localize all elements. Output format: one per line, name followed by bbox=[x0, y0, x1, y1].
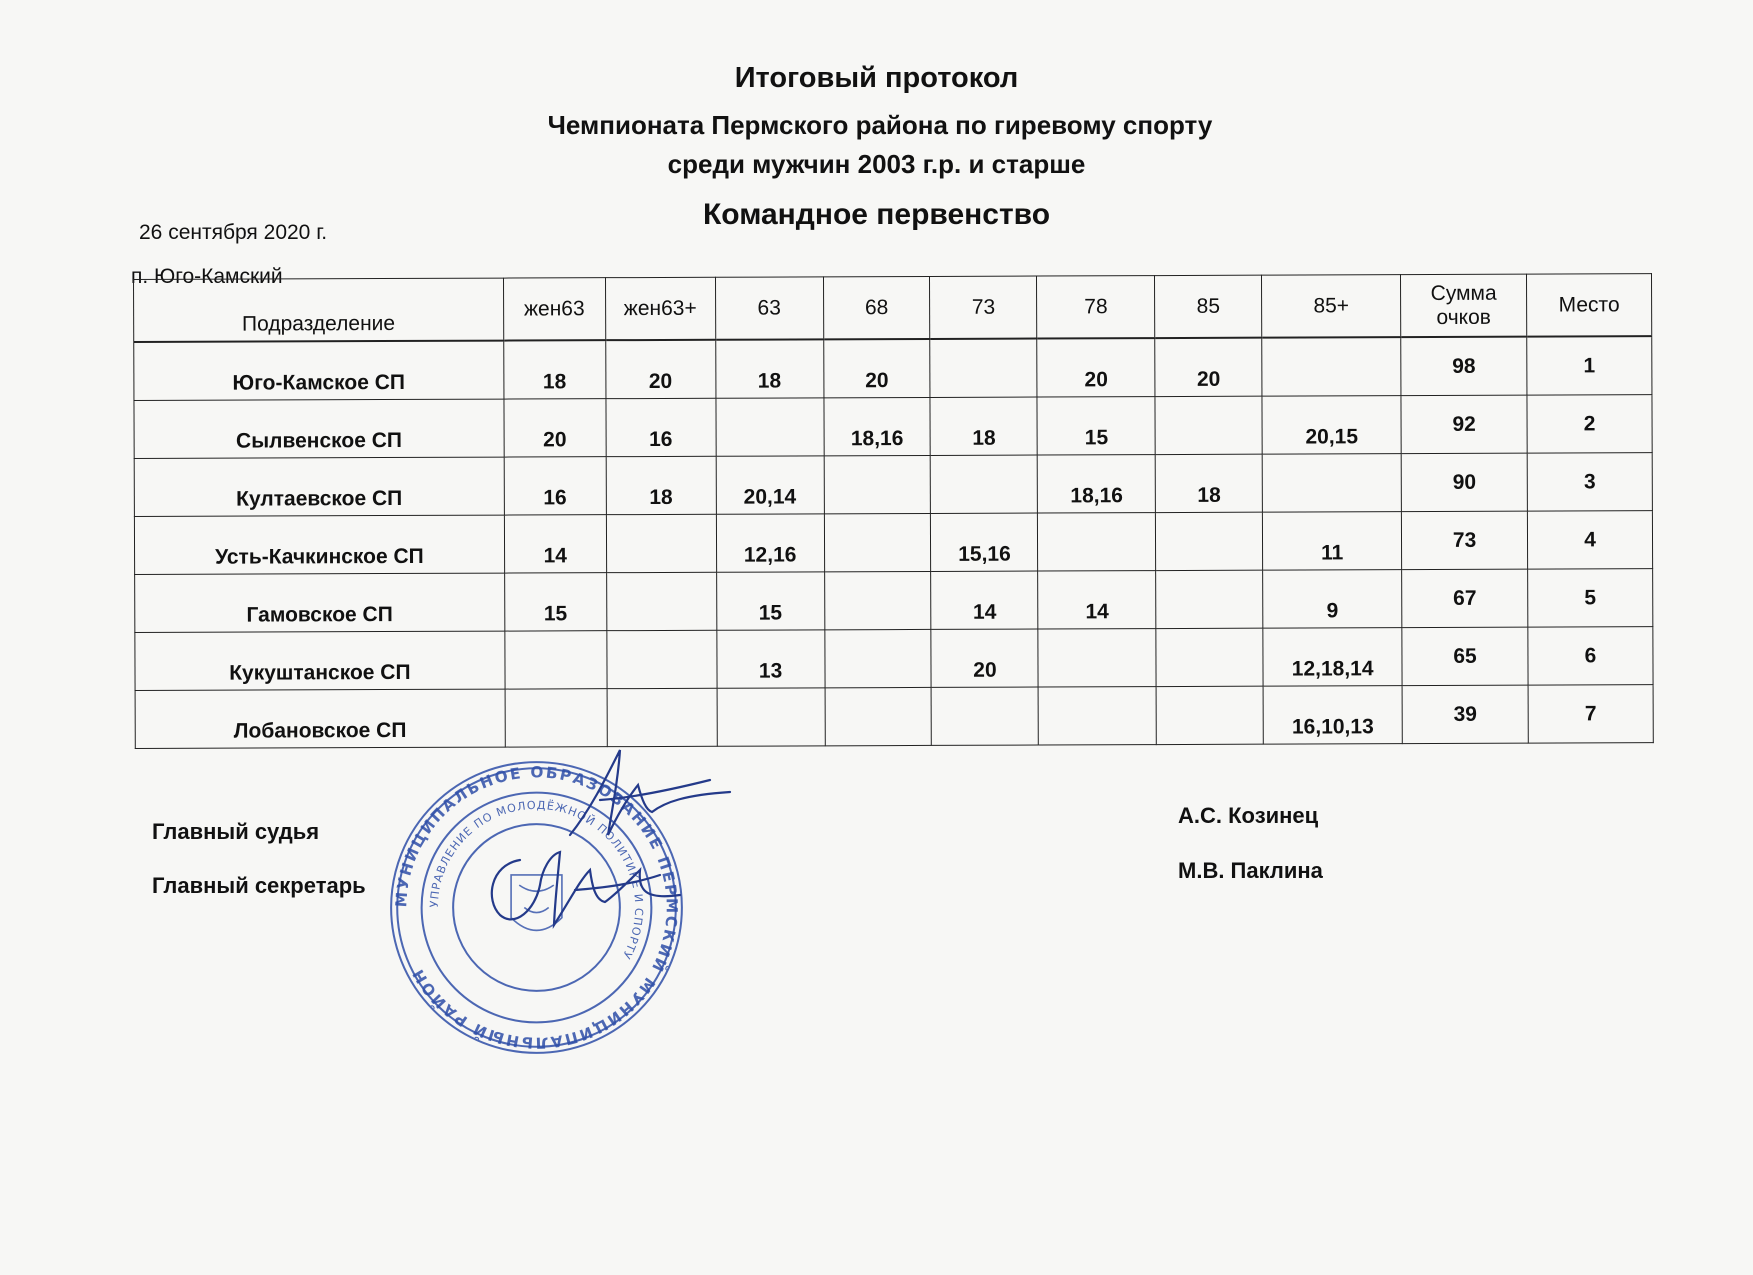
cell-68 bbox=[824, 629, 931, 687]
cell-63 bbox=[717, 688, 825, 746]
cell-sum: 39 bbox=[1402, 685, 1528, 743]
cell-unit: Сылвенское СП bbox=[134, 399, 504, 458]
header-73: 73 bbox=[930, 276, 1037, 339]
cell-63: 13 bbox=[716, 630, 824, 688]
table-row bbox=[134, 453, 1652, 517]
chief-secretary-signature bbox=[480, 840, 700, 950]
cell-78: 18,16 bbox=[1038, 455, 1156, 513]
cell-78 bbox=[1038, 687, 1156, 745]
cell-women63: 20 bbox=[504, 399, 606, 457]
header-place: Место bbox=[1527, 274, 1652, 337]
event-date: 26 сентября 2020 г. bbox=[139, 221, 328, 244]
cell-73: 20 bbox=[931, 629, 1038, 687]
cell-women63: 18 bbox=[503, 340, 605, 399]
cell-85 bbox=[1156, 512, 1263, 570]
table-row bbox=[135, 685, 1653, 749]
cell-85: 18 bbox=[1155, 454, 1262, 512]
stamp-inner-text: УПРАВЛЕНИЕ ПО МОЛОДЁЖНОЙ ПОЛИТИКЕ И СПОРТУ bbox=[427, 798, 646, 962]
cell-73 bbox=[932, 687, 1039, 745]
document-subtitle-category: среди мужчин 2003 г.р. и старше bbox=[667, 149, 1086, 179]
cell-73: 18 bbox=[930, 397, 1037, 455]
chief-secretary-label: Главный секретарь bbox=[152, 873, 366, 898]
cell-women63: 16 bbox=[504, 457, 606, 515]
cell-sum: 73 bbox=[1401, 511, 1527, 569]
cell-78: 20 bbox=[1037, 338, 1155, 397]
cell-85 bbox=[1156, 686, 1263, 744]
cell-85plus: 11 bbox=[1263, 512, 1402, 571]
cell-63: 20,14 bbox=[716, 456, 824, 514]
cell-85plus: 20,15 bbox=[1262, 396, 1401, 455]
cell-women63plus: 18 bbox=[606, 456, 716, 514]
cell-85plus: 16,10,13 bbox=[1263, 686, 1402, 745]
cell-85plus: 9 bbox=[1263, 570, 1402, 629]
table-row bbox=[134, 395, 1652, 459]
cell-unit: Лобановское СП bbox=[135, 689, 505, 748]
header-85plus: 85+ bbox=[1262, 275, 1401, 338]
section-title: Командное первенство bbox=[702, 198, 1051, 231]
header-sum-line1: Сумма bbox=[1430, 281, 1497, 305]
cell-women63plus bbox=[606, 572, 716, 630]
cell-68: 18,16 bbox=[823, 397, 930, 455]
table-row bbox=[134, 336, 1652, 400]
cell-73 bbox=[931, 455, 1038, 513]
cell-sum: 90 bbox=[1401, 453, 1527, 511]
cell-68 bbox=[824, 513, 931, 571]
header-sum-line2: очков bbox=[1436, 305, 1491, 329]
stamp-outer-text: МУНИЦИПАЛЬНОЕ ОБРАЗОВАНИЕ ПЕРМСКИЙ МУНИЦИПАЛЬНЫЙ РАЙОН bbox=[392, 763, 681, 1052]
cell-women63: 15 bbox=[504, 573, 606, 631]
cell-85plus: 12,18,14 bbox=[1263, 628, 1402, 687]
header-sum bbox=[1401, 274, 1527, 337]
cell-place: 2 bbox=[1527, 395, 1652, 453]
cell-63: 18 bbox=[715, 339, 823, 398]
cell-78 bbox=[1038, 629, 1156, 687]
cell-place: 4 bbox=[1527, 511, 1652, 569]
cell-women63plus: 20 bbox=[605, 340, 715, 399]
cell-73 bbox=[930, 339, 1037, 398]
document-title: Итоговый протокол bbox=[734, 62, 1019, 94]
cell-sum: 92 bbox=[1401, 395, 1527, 453]
cell-women63 bbox=[505, 631, 607, 689]
header-women63: жен63 bbox=[503, 278, 605, 341]
cell-women63plus bbox=[606, 514, 716, 572]
table-row bbox=[134, 511, 1652, 575]
header-85: 85 bbox=[1155, 275, 1262, 338]
cell-place: 7 bbox=[1528, 685, 1653, 743]
cell-85 bbox=[1156, 570, 1263, 628]
cell-85plus bbox=[1262, 337, 1401, 396]
cell-unit: Култаевское СП bbox=[134, 457, 504, 516]
cell-85: 20 bbox=[1155, 338, 1262, 397]
cell-sum: 98 bbox=[1401, 337, 1527, 396]
cell-unit: Гамовское СП bbox=[135, 573, 505, 632]
cell-place: 1 bbox=[1527, 336, 1652, 395]
cell-place: 5 bbox=[1528, 569, 1653, 627]
cell-women63 bbox=[505, 689, 607, 747]
cell-68 bbox=[824, 571, 931, 629]
cell-85plus bbox=[1262, 454, 1401, 513]
cell-women63: 14 bbox=[504, 515, 606, 573]
cell-place: 6 bbox=[1528, 627, 1653, 685]
cell-78 bbox=[1038, 513, 1156, 571]
chief-judge-name: А.С. Козинец bbox=[1178, 803, 1319, 828]
cell-63: 12,16 bbox=[716, 514, 824, 572]
cell-women63plus bbox=[607, 688, 717, 746]
table-row bbox=[135, 569, 1653, 633]
cell-unit: Усть-Качкинское СП bbox=[134, 515, 504, 574]
cell-sum: 65 bbox=[1402, 627, 1528, 685]
cell-85 bbox=[1155, 396, 1262, 454]
cell-women63plus: 16 bbox=[606, 398, 716, 456]
cell-unit: Юго-Камское СП bbox=[134, 341, 504, 401]
table-row bbox=[135, 627, 1653, 691]
table-header-row bbox=[134, 274, 1652, 342]
team-results-table bbox=[133, 273, 1654, 749]
cell-women63plus bbox=[607, 630, 717, 688]
header-women63plus: жен63+ bbox=[605, 277, 715, 340]
cell-73: 14 bbox=[931, 571, 1038, 629]
header-63: 63 bbox=[715, 277, 823, 340]
cell-63 bbox=[716, 398, 824, 456]
event-place: п. Юго-Камский bbox=[131, 265, 283, 288]
header-68: 68 bbox=[823, 276, 930, 339]
chief-judge-label: Главный судья bbox=[152, 819, 320, 844]
cell-78: 14 bbox=[1038, 571, 1156, 629]
cell-85 bbox=[1156, 628, 1263, 686]
chief-secretary-name: М.В. Паклина bbox=[1178, 858, 1323, 883]
cell-place: 3 bbox=[1527, 453, 1652, 511]
header-unit: Подразделение bbox=[134, 278, 504, 342]
cell-sum: 67 bbox=[1402, 569, 1528, 627]
cell-78: 15 bbox=[1037, 397, 1155, 455]
cell-68: 20 bbox=[823, 339, 930, 398]
cell-68 bbox=[825, 687, 932, 745]
header-78: 78 bbox=[1037, 276, 1155, 339]
cell-73: 15,16 bbox=[931, 513, 1038, 571]
cell-unit: Кукуштанское СП bbox=[135, 631, 505, 690]
document-subtitle-event: Чемпионата Пермского района по гиревому спорту bbox=[547, 110, 1213, 140]
cell-68 bbox=[824, 455, 931, 513]
cell-63: 15 bbox=[716, 572, 824, 630]
